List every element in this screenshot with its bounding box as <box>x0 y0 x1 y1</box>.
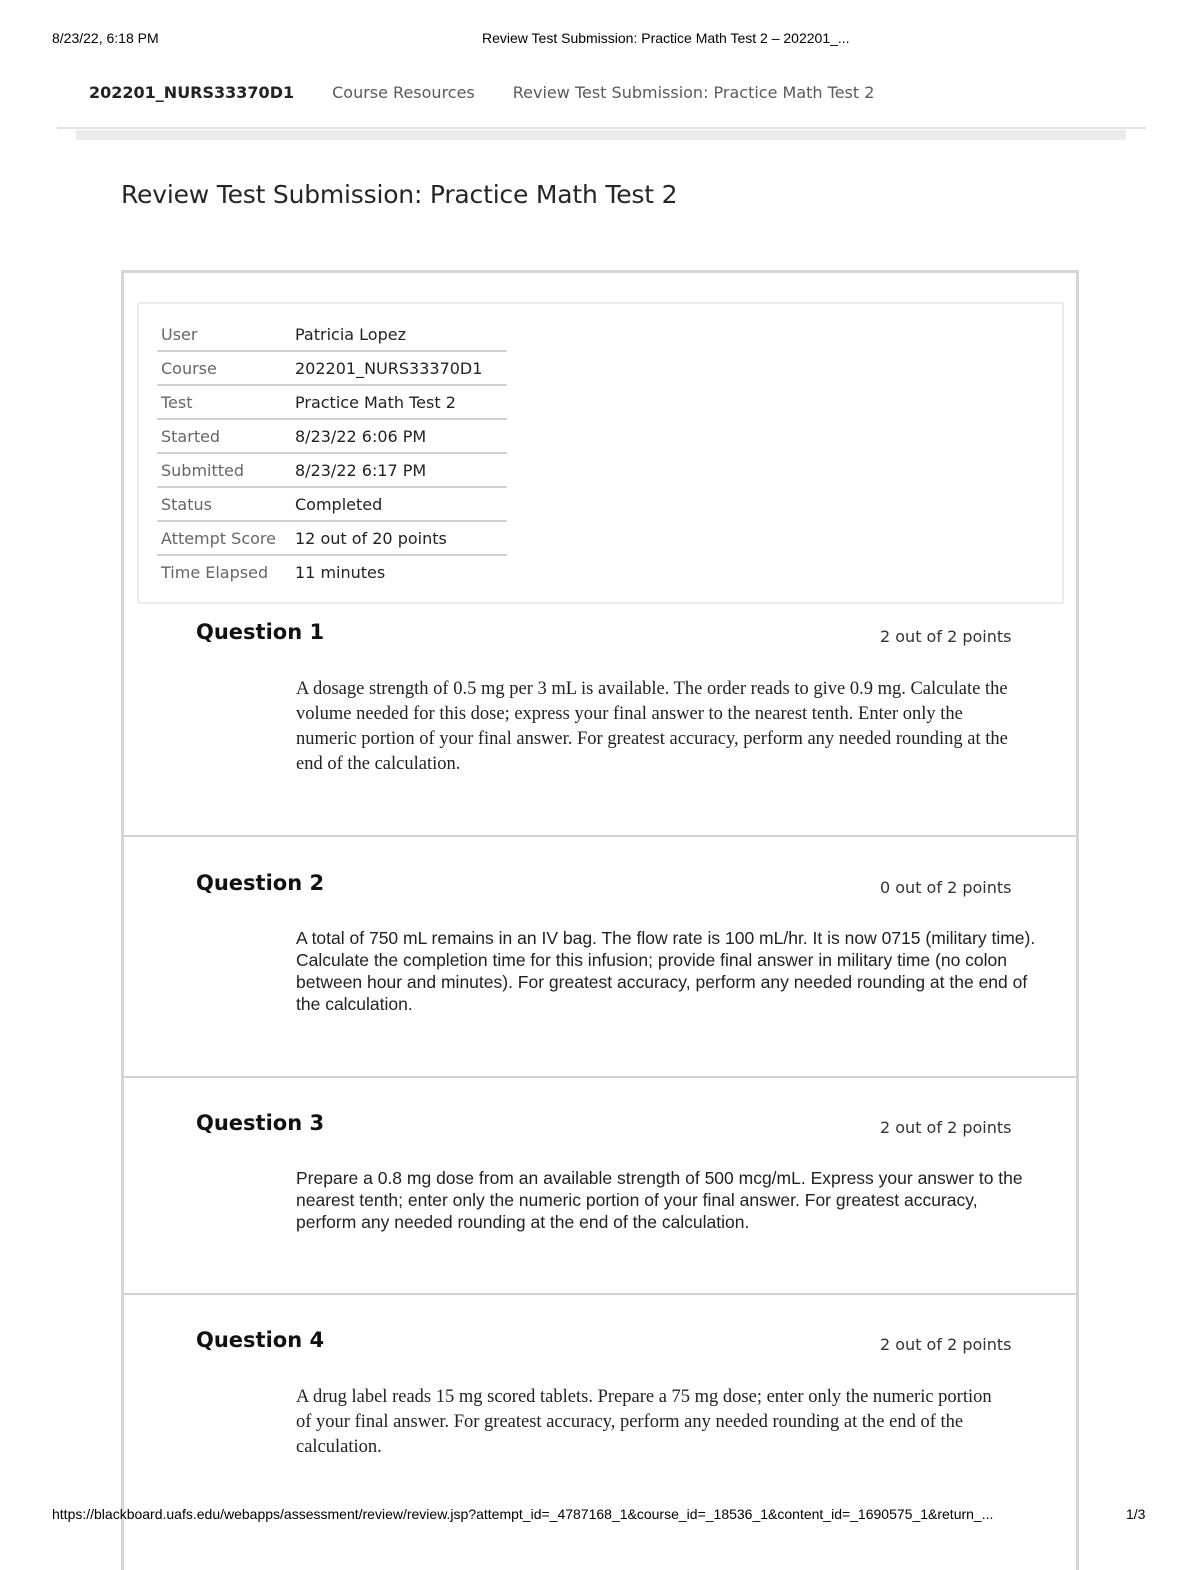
print-datetime: 8/23/22, 6:18 PM <box>52 30 159 46</box>
info-row-attempt-score <box>157 521 507 555</box>
info-row-course <box>157 351 507 385</box>
question-3-title: Question 3 <box>196 1111 325 1135</box>
info-row-test <box>157 385 507 419</box>
question-4-text: A drug label reads 15 mg scored tablets. Prepare a 75 mg dose; enter only the numeric portion of your final answer. For greatest accuracy, perform any needed rounding at the end of the calculation. <box>296 1387 992 1457</box>
info-label: Test <box>157 385 291 419</box>
question-2-title: Question 2 <box>196 871 325 895</box>
info-label: User <box>161 324 198 344</box>
print-page-number: 1/3 <box>1126 1506 1146 1522</box>
question-2-text: A total of 750 mL remains in an IV bag. The flow rate is 100 mL/hr. It is now 0715 (military time). Calculate the completion time for this infusion; provide final answer in military time (no colon between hour and minutes). For greatest accuracy, perform any needed rounding at the end of the calculation. <box>296 928 1036 1014</box>
info-value: 12 out of 20 points <box>291 521 507 555</box>
question-4-points: 2 out of 2 points <box>880 1335 1012 1354</box>
info-row-time-elapsed <box>157 555 507 588</box>
question-divider <box>124 1076 1079 1078</box>
info-label: Submitted <box>157 453 291 487</box>
question-3-points: 2 out of 2 points <box>880 1118 1012 1137</box>
question-divider <box>124 1293 1079 1295</box>
info-label: Course <box>157 351 291 385</box>
info-label: Status <box>157 487 291 521</box>
info-value: 11 minutes <box>291 555 507 588</box>
breadcrumb <box>89 80 912 104</box>
info-value: Completed <box>291 487 507 521</box>
page-title: Review Test Submission: Practice Math Test 2 <box>121 180 678 209</box>
info-row-user <box>157 318 507 351</box>
print-page-title: Review Test Submission: Practice Math Test 2 – 202201_... <box>482 30 850 46</box>
info-row-submitted <box>157 453 507 487</box>
question-4-title: Question 4 <box>196 1328 325 1352</box>
question-1-text: A dosage strength of 0.5 mg per 3 mL is available. The order reads to give 0.9 mg. Calculate the volume needed for this dose; express your final answer to the nearest tenth. Enter only the numeric portion of your final answer. For greatest accuracy, perform any needed rounding at the end of the calculation. <box>296 679 1008 774</box>
print-url: https://blackboard.uafs.edu/webapps/assessment/review/review.jsp?attempt_id=_4787168_1&course_id=_18536_1&content_id=_1690575_1&return_... <box>52 1506 994 1522</box>
question-1-title: Question 1 <box>196 620 325 644</box>
info-label: Started <box>157 419 291 453</box>
breadcrumb-course-link[interactable]: 202201_NURS33370D1 <box>89 82 295 102</box>
info-value: Practice Math Test 2 <box>291 385 507 419</box>
print-header <box>0 30 1200 50</box>
info-row-status <box>157 487 507 521</box>
info-value: Patricia Lopez <box>295 324 406 344</box>
breadcrumb-course-resources-link[interactable]: Course Resources <box>332 82 475 102</box>
info-label: Time Elapsed <box>157 555 291 588</box>
question-2-points: 0 out of 2 points <box>880 878 1012 897</box>
header-shadow-bar <box>76 130 1126 140</box>
question-divider <box>124 835 1079 837</box>
info-label: Attempt Score <box>157 521 291 555</box>
info-value: 8/23/22 6:06 PM <box>291 419 507 453</box>
info-row-started <box>157 419 507 453</box>
question-3-text: Prepare a 0.8 mg dose from an available strength of 500 mcg/mL. Express your answer to the nearest tenth; enter only the numeric portion of your final answer. For greatest accuracy, perform any needed rounding at the end of the calculation. <box>296 1168 1023 1232</box>
info-value: 202201_NURS33370D1 <box>291 351 507 385</box>
header-divider <box>57 127 1146 129</box>
attempt-info-table <box>157 318 507 588</box>
breadcrumb-current-page: Review Test Submission: Practice Math Test 2 <box>512 82 875 102</box>
question-1-points: 2 out of 2 points <box>880 627 1012 646</box>
info-value: 8/23/22 6:17 PM <box>291 453 507 487</box>
